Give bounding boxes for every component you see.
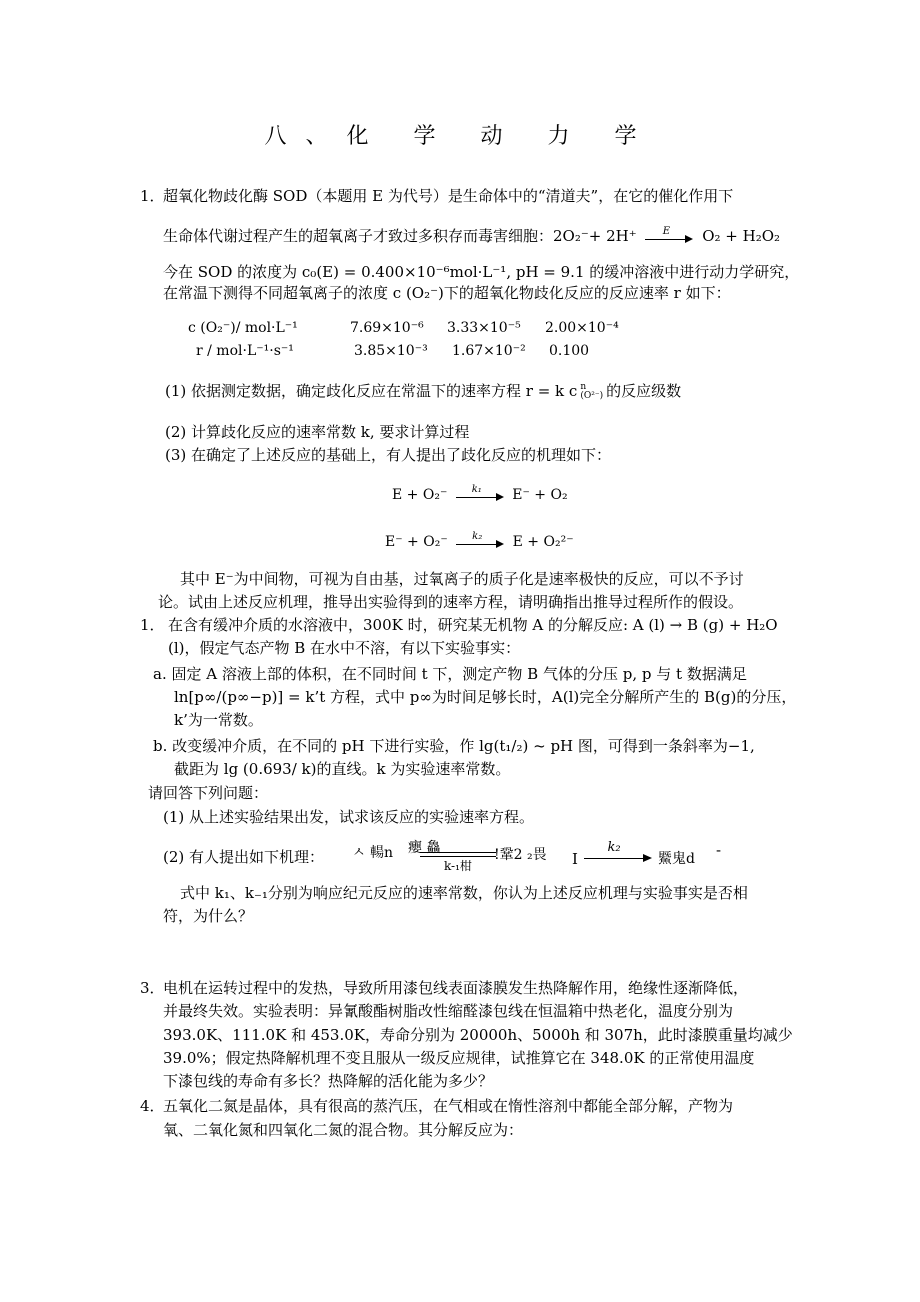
mechanism-step1: [392, 485, 568, 505]
q2-part4: 符，为什么？: [163, 907, 254, 925]
table-cell: 3.33×10⁻⁵: [447, 320, 521, 336]
trailing-dash: -: [716, 841, 722, 859]
garbled-mechanism-4: !鞏2 ₂畏: [494, 847, 547, 863]
garbled-mechanism-1: ㅅ 輰n: [352, 845, 393, 861]
q2-fact-a2: ln[p∞/(p∞−p)] = k’t 方程，式中 p∞为时间足够长时，A(l)完全分解所产生的 B(g)的分压，: [174, 688, 797, 706]
q1-line4: 在常温下测得不同超氧离子的浓度 c (O₂⁻)下的超氧化物歧化反应的反应速率 r 如下：: [163, 284, 731, 302]
q1-number: 1．: [140, 187, 165, 205]
mech1-k1: k₁: [471, 484, 482, 495]
reaction-arrow-label: E: [662, 226, 671, 237]
garbled-mechanism-3: k-₁柑: [444, 859, 472, 873]
mech1-arrow: [456, 484, 504, 502]
q2-fact-b2: 截距为 lg (0.693/ k)的直线。k 为实验速率常数。: [174, 760, 511, 778]
q1-line2: [163, 226, 780, 246]
q1-note2: 论。试由上述反应机理，推导出实验得到的速率方程，请明确指出推导过程所作的假设。: [158, 593, 744, 611]
q2-part1: (1) 从上述实验结果出发，试求该反应的实验速率方程。: [163, 808, 535, 826]
q1-part1-text: (1) 依据测定数据，确定歧化反应在常温下的速率方程 r = k c: [165, 382, 578, 400]
q1-part1: [165, 381, 681, 401]
table-cell: 0.100: [549, 343, 590, 359]
mechanism-step2: [385, 532, 574, 552]
q4-number: 4．: [140, 1097, 165, 1115]
q3-line5: 下漆包线的寿命有多长？热降解的活化能为多少？: [163, 1072, 494, 1090]
q3-line1: 电机在运转过程中的发热，导致所用漆包线表面漆膜发生热降解作用，绝缘性逐渐降低，: [163, 979, 749, 997]
q1-part1-sup: n: [580, 382, 587, 392]
page-title: 八、化 学 动 力 学: [264, 124, 656, 149]
garbled-mechanism-2: 癭 鱻: [408, 840, 441, 856]
q2-fact-b1: b. 改变缓冲介质，在不同的 pH 下进行实验，作 lg(t₁/₂) ~ pH 图，可得到一条斜率为−1,: [153, 737, 755, 755]
mech1-left: E + O₂⁻: [392, 487, 448, 503]
q2-line2: (l)，假定气态产物 B 在水中不溶，有以下实验事实：: [168, 639, 521, 657]
table-cell: 2.00×10⁻⁴: [545, 320, 619, 336]
intermediate-i: I: [572, 850, 578, 868]
mech2-k2: k₂: [472, 531, 483, 542]
q2-part3: 式中 k₁、k₋₁分别为响应纪元反应的速率常数，你认为上述反应机理与实验事实是否相: [180, 884, 748, 902]
table-row2-label: r / mol·L⁻¹·s⁻¹: [196, 343, 294, 359]
reaction-arrow: [645, 226, 693, 244]
table-row1-label: c (O₂⁻)/ mol·L⁻¹: [188, 320, 298, 336]
q3-number: 3．: [140, 979, 165, 997]
mech1-right: E⁻ + O₂: [512, 487, 568, 503]
q4-line2: 氧、二氧化氮和四氧化二氮的混合物。其分解反应为：: [163, 1121, 524, 1139]
q3-line4: 39.0%；假定热降解机理不变且服从一级反应规律，试推算它在 348.0K 的正常使用温度: [163, 1049, 755, 1067]
k2-label: k₂: [607, 840, 621, 855]
reaction-products: O₂ + H₂O₂: [702, 227, 781, 245]
k2-arrow: [584, 842, 652, 862]
q2-ask: 请回答下列问题：: [148, 784, 269, 802]
q3-line3: 393.0K、111.0K 和 453.0K，寿命分别为 20000h、5000h 和 307h，此时漆膜重量均减少: [163, 1026, 793, 1044]
q1-part1-tail: 的反应级数: [606, 382, 682, 400]
q2-part2: (2) 有人提出如下机理：: [163, 848, 325, 866]
q1-line2-text: 生命体代谢过程产生的超氧离子才致过多积存而毒害细胞：2O₂⁻+ 2H⁺: [163, 227, 637, 245]
garbled-mechanism-5: 鱀鬼d: [658, 851, 695, 867]
q2-fact-a3: k’为一常数。: [174, 711, 263, 729]
q2-line1: 在含有缓冲介质的水溶液中，300K 时，研究某无机物 A 的分解反应: A (l) → B (g) + H₂O: [168, 616, 778, 634]
q2-number: 1．: [140, 616, 165, 634]
mech2-arrow: [456, 531, 504, 549]
q1-part2: (2) 计算歧化反应的速率常数 k, 要求计算过程: [165, 423, 470, 441]
q2-fact-a1: a. 固定 A 溶液上部的体积，在不同时间 t 下，测定产物 B 气体的分压 p, p 与 t 数据满足: [153, 665, 747, 683]
mech2-right: E + O₂²⁻: [512, 534, 574, 550]
table-cell: 7.69×10⁻⁶: [350, 320, 424, 336]
q1-line1: 超氧化物歧化酶 SOD（本题用 E 为代号）是生命体中的“清道夫”，在它的催化作用下: [163, 187, 734, 205]
q4-line1: 五氧化二氮是晶体，具有很高的蒸汽压，在气相或在惰性溶剂中都能全部分解，产物为: [163, 1097, 734, 1115]
mech2-left: E⁻ + O₂⁻: [385, 534, 448, 550]
q3-line2: 并最终失效。实验表明：异氰酸酯树脂改性缩醛漆包线在恒温箱中热老化，温度分别为: [163, 1002, 734, 1020]
table-cell: 3.85×10⁻³: [354, 343, 428, 359]
q1-line3: 今在 SOD 的浓度为 c₀(E) = 0.400×10⁻⁶mol·L⁻¹, pH = 9.1 的缓冲溶液中进行动力学研究，: [163, 263, 800, 281]
q1-part1-sub: (O²⁻): [580, 391, 604, 401]
q1-note1: 其中 E⁻为中间物，可视为自由基，过氧离子的质子化是速率极快的反应，可以不予讨: [180, 570, 744, 588]
table-cell: 1.67×10⁻²: [452, 343, 526, 359]
q1-part3: (3) 在确定了上述反应的基础上，有人提出了歧化反应的机理如下：: [165, 446, 612, 464]
